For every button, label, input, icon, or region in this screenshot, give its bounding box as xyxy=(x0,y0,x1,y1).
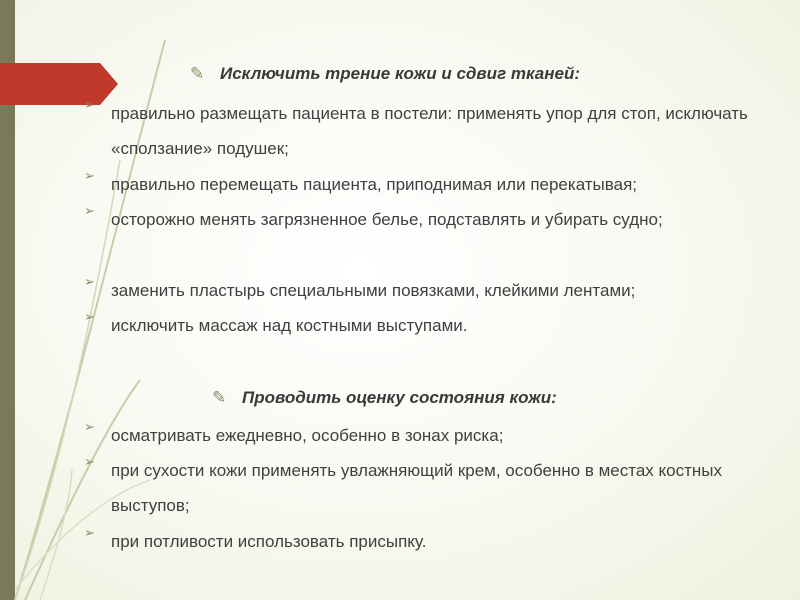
section1-heading-text: Исключить трение кожи и сдвиг тканей: xyxy=(220,64,581,83)
arrow-bullet-icon: ➢ xyxy=(84,419,95,434)
arrow-bullet-icon: ➢ xyxy=(84,525,95,540)
arrow-bullet-icon: ➢ xyxy=(84,168,95,183)
arrow-bullet-icon: ➢ xyxy=(84,97,95,112)
bullet-text: заменить пластырь специальными повязками, клейкими лентами; xyxy=(111,281,636,300)
bullet-text: правильно перемещать пациента, приподнимая или перекатывая; xyxy=(111,175,638,194)
checkmark-pen-icon: ✎ xyxy=(190,64,205,83)
section1-heading xyxy=(190,64,580,84)
checkmark-pen-icon: ✎ xyxy=(212,388,227,407)
arrow-bullet-icon: ➢ xyxy=(84,203,95,218)
arrow-bullet-icon: ➢ xyxy=(84,274,95,289)
bullet-text: при потливости использовать присыпку. xyxy=(111,532,427,551)
section2-heading xyxy=(212,388,557,408)
bullet-text: правильно размещать пациента в постели: применять упор для стоп, исключать «сползание» подушек; xyxy=(111,104,748,158)
bullet-text: при сухости кожи применять увлажняющий крем, особенно в местах костных выступов; xyxy=(111,461,723,515)
bullet-text: исключить массаж над костными выступами. xyxy=(111,316,468,335)
bullet-text: осматривать ежедневно, особенно в зонах риска; xyxy=(111,426,504,445)
arrow-bullet-icon: ➢ xyxy=(84,309,95,324)
bullet-text: осторожно менять загрязненное белье, подставлять и убирать судно; xyxy=(111,210,663,229)
arrow-bullet-icon: ➢ xyxy=(84,454,95,469)
section2-heading-text: Проводить оценку состояния кожи: xyxy=(242,388,557,407)
